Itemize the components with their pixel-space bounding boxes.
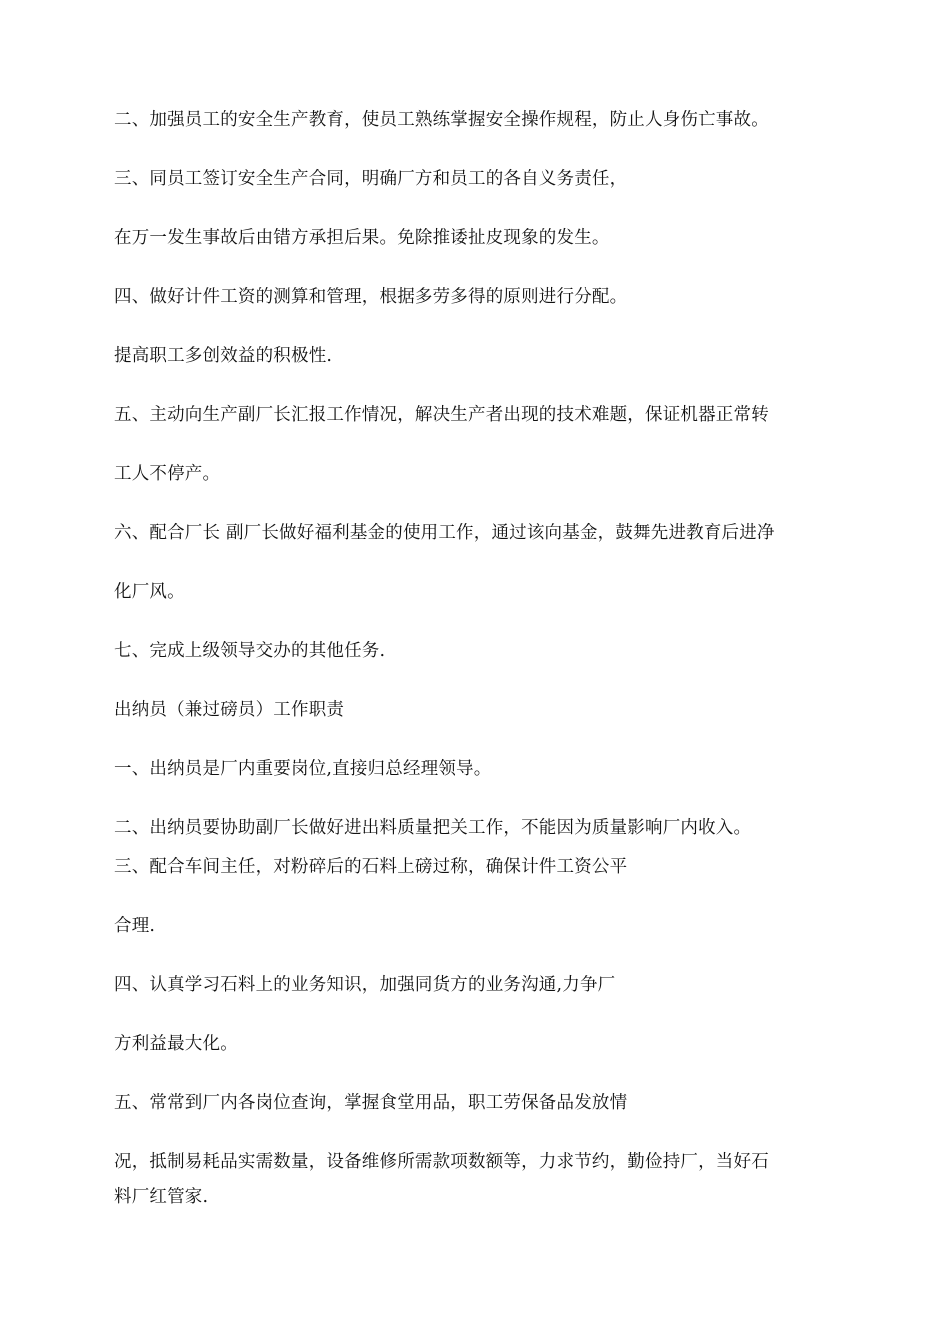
- text-line: 三、同员工签订安全生产合同，明确厂方和员工的各自义务责任，: [114, 169, 628, 189]
- text-line: 一、出纳员是厂内重要岗位,直接归总经理领导。: [114, 759, 492, 779]
- text-line: 料厂红管家.: [114, 1187, 209, 1207]
- text-line: 方利益最大化。: [114, 1034, 238, 1054]
- text-line: 六、配合厂长 副厂长做好福利基金的使用工作，通过该向基金，鼓舞先进教育后进净: [114, 523, 775, 543]
- text-line: 在万一发生事故后由错方承担后果。免除推诿扯皮现象的发生。: [114, 228, 610, 248]
- text-line: 五、常常到厂内各岗位查询，掌握食堂用品，职工劳保备品发放情: [114, 1093, 628, 1113]
- text-line: 提高职工多创效益的积极性.: [114, 346, 333, 366]
- text-line: 四、做好计件工资的测算和管理，根据多劳多得的原则进行分配。: [114, 287, 628, 307]
- text-line: 三、配合车间主任，对粉碎后的石料上磅过称，确保计件工资公平: [114, 857, 628, 877]
- text-line: 二、出纳员要协助副厂长做好进出料质量把关工作，不能因为质量影响厂内收入。: [114, 818, 752, 838]
- text-line: 二、加强员工的安全生产教育，使员工熟练掌握安全操作规程，防止人身伤亡事故。: [114, 110, 769, 130]
- text-line: 况，抵制易耗品实需数量，设备维修所需款项数额等，力求节约，勤俭持厂，当好石: [114, 1152, 769, 1172]
- text-line: 化厂风。: [114, 582, 185, 602]
- text-line: 五、主动向生产副厂长汇报工作情况，解决生产者出现的技术难题，保证机器正常转: [114, 405, 769, 425]
- text-line: 合理.: [114, 916, 156, 936]
- text-line: 工人不停产。: [114, 464, 221, 484]
- text-line: 四、认真学习石料上的业务知识，加强同货方的业务沟通,力争厂: [114, 975, 616, 995]
- text-line: 七、完成上级领导交办的其他任务.: [114, 641, 386, 661]
- section-heading: 出纳员（兼过磅员）工作职责: [114, 700, 345, 720]
